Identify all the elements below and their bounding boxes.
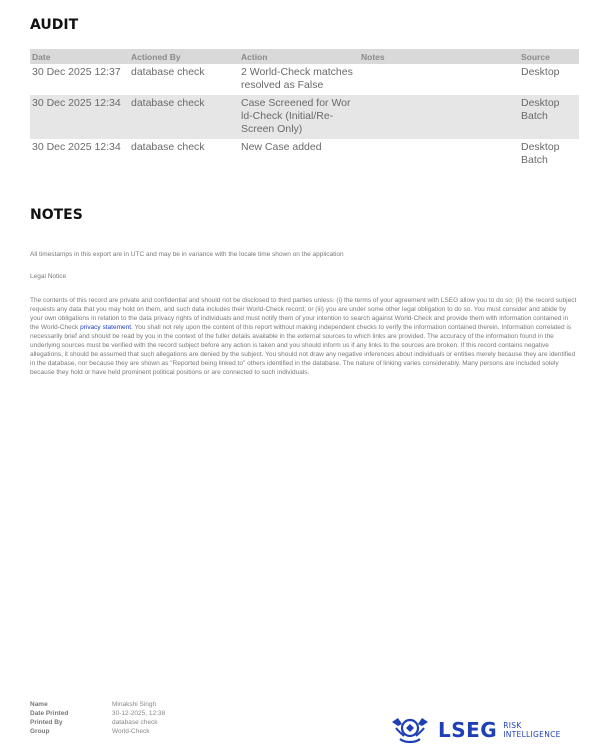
cell-action: New Case added [241,141,322,153]
group-label: Group [30,728,50,735]
column-header-source: Source [519,49,579,64]
cell-date: 30 Dec 2025 12:37 [32,66,121,78]
crest-icon [390,716,430,744]
cell-action: 2 World-Check matches resolved as False [241,66,353,91]
date-printed-value: 30-12-2025, 12:38 [112,710,166,717]
cell-source: Desktop Batch [521,141,560,166]
name-value: Minakshi Singh [112,701,157,708]
legal-text-part-2: . You shall not rely upon the content of this report without making independent checks to verify the information contained therein. Information correlated is necessarily brief and should be read by you in the context of the fuller details available in the external sources to which links are provided. The accuracy of the information found in the underlying sources must be verified with the record subject before any action is taken and you should inform us if any links to the sources are broken. If this record contains negative allegations, it should be assumed that such allegations are denied by the subject. You should not draw any negative inferences about individuals or entities merely because they are identified in the database, nor because they are shown as "Reported being linked to" others identified in the database. The nature of linking varies considerably. Many persons are included solely because they hold or have held prominent political positions or are connected to such individuals. [30,324,576,376]
cell-date: 30 Dec 2025 12:34 [32,141,121,153]
legal-notice-text [30,296,578,377]
legal-text-part-1: The contents of this record are private and confidential and should not be disclosed to third parties unless: (i) the terms of your agreement with LSEG allow you to do so; (ii) the record subject requests any data that you may hold on them, and such data includes their World-Check record; or (iii) you are under some other legal obligation to do so. You must consider and abide by your own obligations in relation to the data privacy rights of individuals and must notify them of your intention to search against World-Check and provide them with information contained in the World-Check [30,297,577,331]
column-header-actioned-by: Actioned By [129,49,239,64]
lseg-logo [390,715,561,745]
privacy-statement-link[interactable]: privacy statement [80,324,132,331]
timestamp-note: All timestamps in this export are in UTC and may be in variance with the locale time shown on the application [30,251,344,258]
column-header-action: Action [239,49,359,64]
cell-date: 30 Dec 2025 12:34 [30,95,129,139]
date-printed-label: Date Printed [30,710,69,717]
table-row [30,64,579,95]
audit-header-row [30,49,579,64]
group-value: World-Check [112,728,150,735]
cell-actioned-by: database check [131,66,205,78]
print-details [30,700,165,736]
legal-notice-title: Legal Notice [30,273,67,280]
logo-wordmark: LSEG [438,718,498,742]
name-label: Name [30,701,48,708]
table-row [30,95,579,139]
audit-table [30,49,579,170]
cell-notes [359,95,519,139]
cell-actioned-by: database check [131,141,205,153]
cell-source: Desktop Batch [519,95,579,139]
audit-heading: AUDIT [30,17,79,33]
cell-action: Case Screened for Wor ld-Check (Initial/Re- Screen Only) [239,95,359,139]
column-header-notes: Notes [359,49,519,64]
printed-by-value: database check [112,719,158,726]
logo-subtitle-line-1: RISK [503,721,522,730]
cell-actioned-by: database check [129,95,239,139]
cell-notes [359,64,519,95]
printed-by-label: Printed By [30,719,63,726]
table-row [30,139,579,170]
logo-subtitle-line-2: INTELLIGENCE [503,730,561,739]
logo-subtitle [503,721,560,739]
notes-heading: NOTES [30,207,83,223]
cell-notes [359,139,519,170]
cell-source: Desktop [521,66,560,78]
column-header-date: Date [30,49,129,64]
